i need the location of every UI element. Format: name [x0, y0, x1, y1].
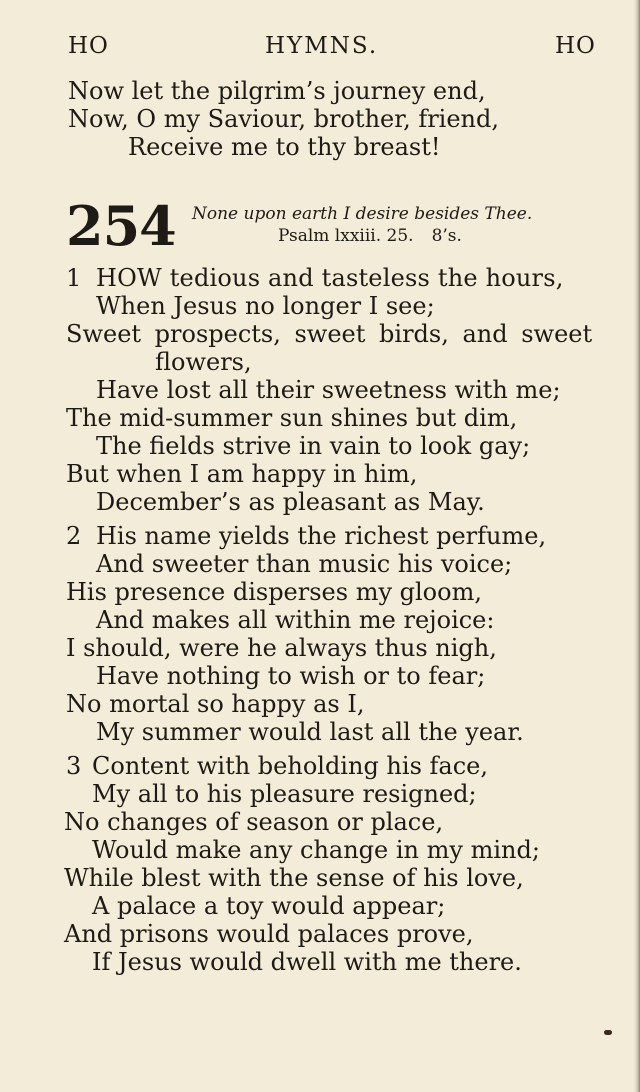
verse-line: And prisons would palaces prove, [64, 920, 474, 948]
hymn-number: 254 [66, 194, 176, 258]
verse-line: No mortal so happy as I, [66, 690, 365, 718]
scripture-reference: Psalm lxxiii. 25. [278, 226, 414, 246]
verse-line: Content with beholding his face, [92, 752, 488, 780]
preceding-line: Now, O my Saviour, brother, friend, [68, 105, 500, 133]
running-head-right: HO [555, 33, 596, 59]
preceding-line: Now let the pilgrim’s journey end, [68, 77, 486, 105]
verse-line: December’s as pleasant as May. [96, 488, 485, 516]
verse-line: His presence disperses my gloom, [66, 578, 482, 606]
verse-line: If Jesus would dwell with me there. [92, 948, 522, 976]
verse-line: Have nothing to wish or to fear; [96, 662, 486, 690]
verse-line: Have lost all their sweetness with me; [96, 376, 561, 404]
hymn-meter: 8’s. [431, 226, 462, 246]
running-head-left: HO [68, 33, 109, 59]
verse-line: My all to his pleasure resigned; [92, 780, 477, 808]
verse-line: Sweet prospects, sweet birds, and sweet [66, 320, 593, 348]
verse-number: 2 [66, 522, 82, 550]
verse-line: His name yields the richest perfume, [96, 522, 547, 550]
verse-line: And makes all within me rejoice: [96, 606, 495, 634]
verse-line: My summer would last all the year. [96, 718, 524, 746]
verse-line: HOW tedious and tasteless the hours, [96, 264, 564, 292]
verse-line: A palace a toy would appear; [92, 892, 446, 920]
verse-number: 3 [66, 752, 82, 780]
verse-line: flowers, [155, 348, 252, 376]
verse-number: 1 [66, 264, 82, 292]
page-edge [634, 0, 640, 1092]
verse-line: And sweeter than music his voice; [96, 550, 513, 578]
verse-line: When Jesus no longer I see; [96, 292, 435, 320]
verse-line: I should, were he always thus nigh, [66, 634, 497, 662]
verse-line: The mid-summer sun shines but dim, [66, 404, 518, 432]
preceding-line: Receive me to thy breast! [128, 133, 441, 161]
hymn-epigraph: None upon earth I desire besides Thee. [192, 204, 533, 224]
verse-line: The fields strive in vain to look gay; [96, 432, 531, 460]
verse-line: While blest with the sense of his love, [64, 864, 524, 892]
hymn-reference [278, 226, 462, 246]
verse-line: But when I am happy in him, [66, 460, 418, 488]
ink-speck [604, 1030, 612, 1035]
verse-line: Would make any change in my mind; [92, 836, 540, 864]
running-head-title: HYMNS. [265, 33, 379, 59]
verse-line: No changes of season or place, [64, 808, 444, 836]
